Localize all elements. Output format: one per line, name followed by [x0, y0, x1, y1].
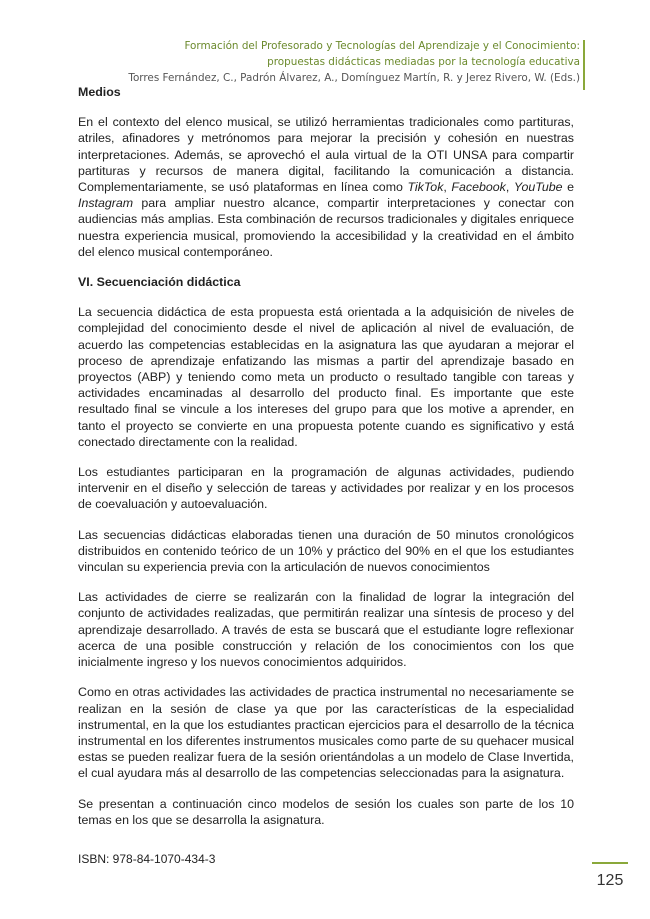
- paragraph: Los estudiantes participaran en la programación de algunas actividades, pudiendo intervenir en el diseño y selección de tareas y actividades por realizar y en los procesos de coevaluación y autoevaluación.: [78, 465, 574, 512]
- paragraph: Se presentan a continuación cinco modelos de sesión los cuales son parte de los 10 temas en los que se desarrolla la asignatura.: [78, 796, 574, 827]
- paragraph: La secuencia didáctica de esta propuesta está orientada a la adquisición de niveles de complejidad del conocimiento desde el nivel de aplicación al nivel de evaluación, de acuerdo las competencias establecidas en la asignatura las que ayudaran a mejorar el proceso de aprendizaje enfatizando las mismas a partir del aprendizaje basado en proyectos (ABP) y teniendo como meta un producto o resultado tangible con tareas y actividades encaminadas al desarrollo del producto final. Es importante que este resultado final se vincule a los intereses del grupo para que los motive a aprender, en tanto el proyecto se convierte en una propuesta potente cuando es significativo y está conectado directamente con la realidad.: [78, 305, 574, 449]
- paragraph-medios-part1: En el contexto del elenco musical, se utilizó herramientas tradicionales como partituras, atriles, afinadores y metrónomos para mejorar la precisión y cohesión en nuestras interpretaciones. Además, se aprovechó el aula virtual de la OTI UNSA para compartir partituras y recursos de manera digital, facilitando la comunicación a distancia. Complementariamente, se usó plataformas en línea como: [78, 115, 574, 195]
- paragraph: Como en otras actividades las actividades de practica instrumental no necesariamente se realizan en la sesión de clase ya que por las características de la especialidad instrumental, en la que los estudiantes practican ejercicios para el desarrollo de la técnica instrumental en los diferentes instrumentos musicales como parte de su quehacer musical estas se pueden realizar fuera de la sesión orientándolas a un modelo de Clase Invertida, el cual ayudara más al desarrollo de las competencias seleccionadas para la asignatura.: [78, 685, 574, 781]
- separator: ,: [505, 180, 514, 195]
- isbn-footer: ISBN: 978-84-1070-434-3: [78, 852, 216, 866]
- page-body: [78, 84, 574, 842]
- tiktok-mention: TikTok: [407, 180, 444, 195]
- paragraph-medios: [78, 114, 574, 260]
- separator: ,: [443, 180, 452, 195]
- section-heading-secuenciacion: VI. Secuenciación didáctica: [78, 275, 241, 290]
- youtube-mention: YouTube: [513, 180, 563, 195]
- section-heading-medios: Medios: [78, 85, 121, 99]
- paragraph-medios-part2: para ampliar nuestro alcance, compartir interpretaciones y conectar con audiencias más amplias. Esta combinación de recursos tradicionales y digitales enriquece nuestra experiencia musical, promoviendo la accesibilidad y la creatividad en el ámbito del elenco musical contemporáneo.: [78, 196, 574, 259]
- instagram-mention: Instagram: [78, 196, 134, 211]
- running-header: [128, 38, 580, 86]
- facebook-mention: Facebook: [451, 180, 506, 195]
- page-number: 125: [592, 862, 628, 890]
- header-book-title-line2: propuestas didácticas mediadas por la tecnología educativa: [267, 56, 580, 68]
- paragraph: Las actividades de cierre se realizarán con la finalidad de lograr la integración del conjunto de actividades realizadas, que permitirán realizar una síntesis de proceso y del aprendizaje desarrollado. A través de esta se buscará que el estudiante logre reflexionar acerca de una posible construcción y relación de los conocimientos con los que inicialmente ingreso y los nuevos conocimientos adquiridos.: [78, 590, 574, 670]
- paragraph: Las secuencias didácticas elaboradas tienen una duración de 50 minutos cronológicos distribuidos en contenido teórico de un 10% y práctico del 90% en el que los estudiantes vinculan su experiencia previa con la articulación de nuevos conocimientos: [78, 527, 574, 575]
- header-accent-bar: [583, 40, 585, 90]
- separator: e: [562, 180, 574, 195]
- header-book-title-line1: Formación del Profesorado y Tecnologías del Aprendizaje y el Conocimiento:: [184, 40, 580, 52]
- header-editors: Torres Fernández, C., Padrón Álvarez, A., Domínguez Martín, R. y Jerez Rivero, W. (Eds.): [128, 72, 580, 84]
